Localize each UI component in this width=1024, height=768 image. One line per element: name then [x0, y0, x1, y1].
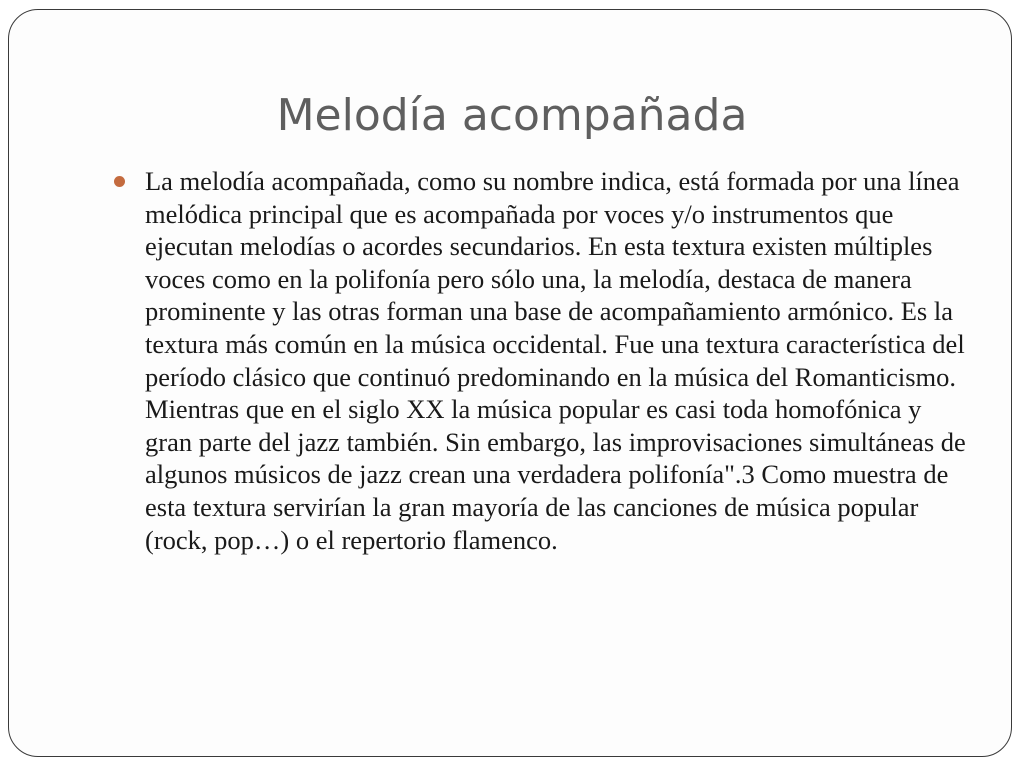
bullet-paragraph: La melodía acompañada, como su nombre indica, está formada por una línea melódica principal que es acompañada por voces y/o instrumentos que ejecutan melodías o acordes secundarios. En esta textura existen múltiples voces como en la polifonía pero sólo una, la melodía, destaca de manera prominente y las otras forman una base de acompañamiento armónico. Es la textura más común en la música occidental. Fue una textura característica del período clásico que continuó predominando en la música del Romanticismo. Mientras que en el siglo XX la música popular es casi toda homofónica y gran parte del jazz también. Sin embargo, las improvisaciones simultáneas de algunos músicos de jazz crean una verdadera polifonía".3 Como muestra de esta textura servirían la gran mayoría de las canciones de música popular (rock, pop…) o el repertorio flamenco.: [145, 166, 966, 555]
bullet-dot-icon: [114, 176, 125, 187]
slide-title: Melodía acompañada: [276, 90, 748, 141]
slide-content: [114, 165, 974, 556]
